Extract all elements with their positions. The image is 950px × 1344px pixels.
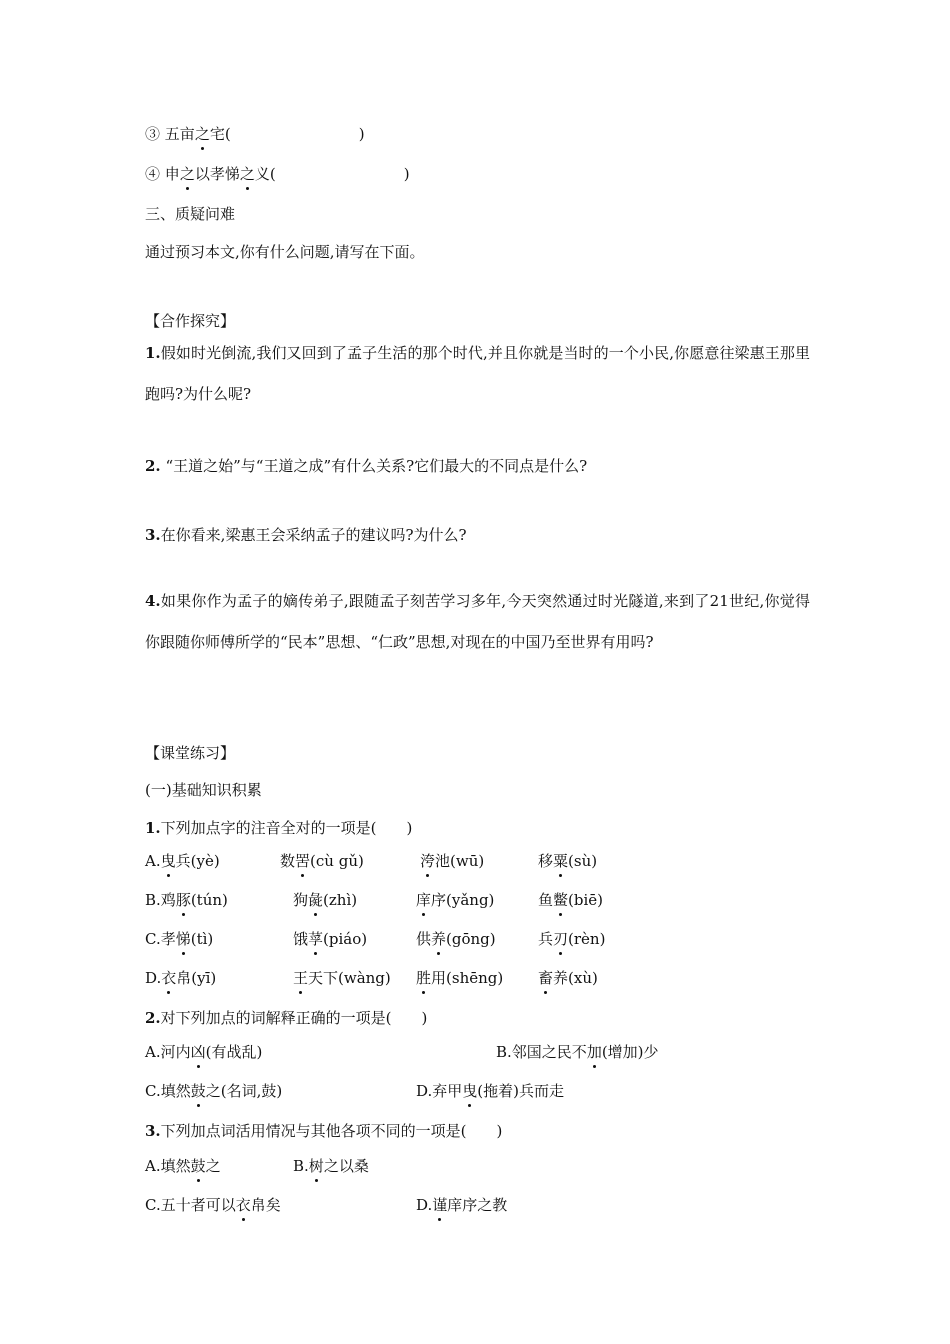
q1-option[interactable]: 畜养(xù) [538, 969, 598, 987]
q2-option-b[interactable]: B.邻国之民不加(增加)少 [496, 1043, 659, 1061]
dotted-char: 胜 [416, 969, 432, 987]
dotted-char: 王 [293, 969, 309, 987]
dotted-char: 曳 [160, 852, 176, 870]
practice-heading: 【课堂练习】 [145, 744, 236, 762]
dotted-char: 鼓 [190, 1157, 206, 1175]
q1-option[interactable]: A.曳兵(yè) [145, 852, 220, 870]
q1-option[interactable]: 狗彘(zhì) [293, 891, 358, 909]
q1-option[interactable]: 鱼鳖(biē) [538, 891, 604, 909]
dotted-char: 养 [431, 930, 447, 948]
dotted-char: 畜 [538, 969, 554, 987]
preview-item-4: ④ 申之以孝悌之义( ) [145, 165, 410, 183]
dotted-char: 彘 [308, 891, 324, 909]
q1-option[interactable]: 数罟(cù gǔ) [280, 852, 364, 870]
practice-question-2: 2.对下列加点的词解释正确的一项是( ) [145, 1009, 428, 1027]
dotted-char: 树 [308, 1157, 324, 1175]
practice-question-1: 1.下列加点字的注音全对的一项是( ) [145, 819, 413, 837]
practice-subheading: (一)基础知识积累 [145, 781, 262, 799]
coop-question-4: 4.如果你作为孟子的嫡传弟子,跟随孟子刻苦学习多年,今天突然通过时光隧道,来到了21世纪,你觉得你跟随你师傅所学的“民本”思想、“仁政”思想,对现在的中国乃至世界有用吗? [145, 592, 810, 651]
q2-option-c[interactable]: C.填然鼓之(名词,鼓) [145, 1082, 283, 1100]
coop-question-3: 3.在你看来,梁惠王会采纳孟子的建议吗?为什么? [145, 526, 467, 544]
dotted-char: 之 [179, 165, 195, 183]
practice-question-3: 3.下列加点词活用情况与其他各项不同的一项是( ) [145, 1122, 503, 1140]
dotted-char: 罟 [295, 852, 311, 870]
dotted-char: 加 [586, 1043, 602, 1061]
q2-option-d[interactable]: D.弃甲曳(拖着)兵而走 [416, 1082, 565, 1100]
dotted-char: 豚 [175, 891, 191, 909]
dotted-char: 之 [194, 125, 210, 143]
preview-item-3: ③ 五亩之宅( ) [145, 125, 365, 143]
q3-option-d[interactable]: D.谨庠序之教 [416, 1196, 508, 1214]
dotted-char: 之 [239, 165, 255, 183]
dotted-char: 悌 [175, 930, 191, 948]
q3-option-c[interactable]: C.五十者可以衣帛矣 [145, 1196, 281, 1214]
dotted-char: 粟 [553, 852, 569, 870]
dotted-char: 曳 [462, 1082, 478, 1100]
q1-option[interactable]: C.孝悌(tì) [145, 930, 214, 948]
q1-option[interactable]: 洿池(wū) [420, 852, 485, 870]
q3-option-a[interactable]: A.填然鼓之 [145, 1157, 221, 1175]
dotted-char: 洿 [420, 852, 436, 870]
dotted-char: 刃 [553, 930, 569, 948]
q1-option[interactable]: 王天下(wàng) [293, 969, 391, 987]
dotted-char: 鳖 [553, 891, 569, 909]
q1-option[interactable]: 庠序(yǎng) [416, 891, 495, 909]
coop-question-1: 1.假如时光倒流,我们又回到了孟子生活的那个时代,并且你就是当时的一个小民,你愿意往梁惠王那里跑吗?为什么呢? [145, 344, 810, 403]
dotted-char: 鼓 [190, 1082, 206, 1100]
q1-option[interactable]: 兵刃(rèn) [538, 930, 606, 948]
q1-option[interactable]: 胜用(shēng) [416, 969, 504, 987]
dotted-char: 衣 [161, 969, 177, 987]
q1-option[interactable]: 供养(gōng) [416, 930, 496, 948]
cooperative-heading: 【合作探究】 [145, 312, 236, 330]
dotted-char: 莩 [308, 930, 324, 948]
q1-option[interactable]: D.衣帛(yī) [145, 969, 217, 987]
dotted-char: 衣 [235, 1196, 251, 1214]
dotted-char: 凶 [190, 1043, 206, 1061]
q1-option[interactable]: B.鸡豚(tún) [145, 891, 228, 909]
q1-option[interactable]: 移粟(sù) [538, 852, 598, 870]
q2-option-a[interactable]: A.河内凶(有战乱) [145, 1043, 263, 1061]
section3-prompt: 通过预习本文,你有什么问题,请写在下面。 [145, 243, 425, 261]
coop-question-2: 2. “王道之始”与“王道之成”有什么关系?它们最大的不同点是什么? [145, 457, 588, 475]
dotted-char: 庠 [416, 891, 432, 909]
q3-option-b[interactable]: B.树之以桑 [293, 1157, 369, 1175]
section3-heading: 三、质疑问难 [145, 205, 236, 223]
q1-option[interactable]: 饿莩(piáo) [293, 930, 368, 948]
dotted-char: 谨 [432, 1196, 448, 1214]
